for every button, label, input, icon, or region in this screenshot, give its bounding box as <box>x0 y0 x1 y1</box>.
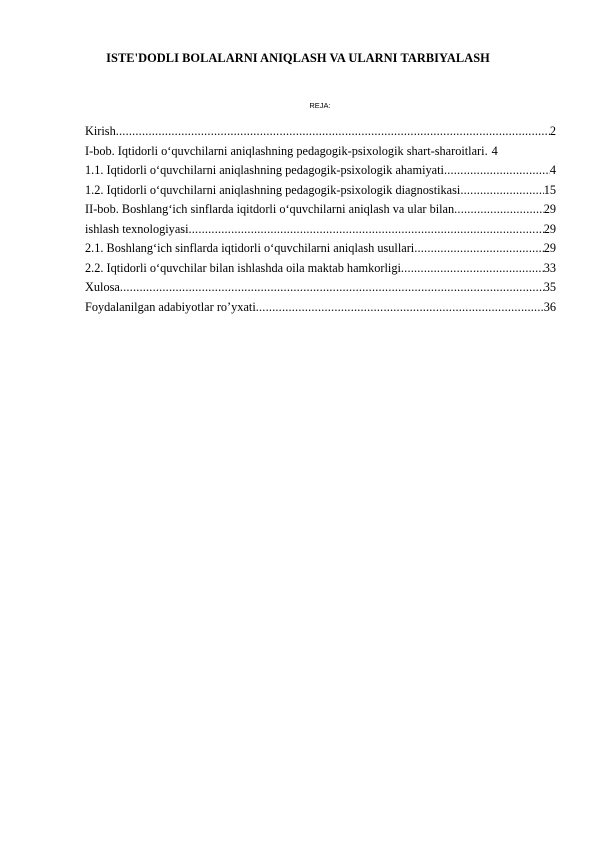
toc-dot-leader <box>120 278 544 298</box>
toc-entry[interactable] <box>85 220 556 240</box>
toc-entry[interactable] <box>85 181 556 201</box>
toc-dot-leader <box>454 200 544 220</box>
toc-entry[interactable] <box>85 239 556 259</box>
document-title: ISTE'DODLI BOLALARNI ANIQLASH VA ULARNI TARBIYALASH <box>106 51 490 65</box>
toc-entry-label: Foydalanilgan adabiyotlar ro’yxati <box>85 299 256 314</box>
toc-dot-leader <box>116 122 550 142</box>
toc-entry[interactable] <box>85 142 556 162</box>
toc-page-number: 29 <box>543 202 556 216</box>
toc-dot-leader <box>189 220 544 240</box>
toc-dot-leader <box>460 181 543 201</box>
toc-entry[interactable] <box>85 259 556 279</box>
toc-entry-label: 1.1. Iqtidorli o‘quvchilarni aniqlashning pedagogik-psixologik ahamiyati <box>85 163 444 177</box>
toc-entry[interactable] <box>85 278 556 298</box>
toc-entry-label: II-bob. Boshlang‘ich sinflarda iqitdorli o‘quvchilarni aniqlash va ular bilan <box>85 202 455 216</box>
toc-page-number: 4 <box>491 143 498 158</box>
toc-entry[interactable] <box>85 298 556 318</box>
toc-page-number: 15 <box>543 182 556 197</box>
toc-dot-leader <box>401 259 544 279</box>
toc-entry[interactable] <box>85 161 556 181</box>
toc-page-number: 33 <box>543 260 556 275</box>
toc-entry-label: Kirish <box>85 124 116 138</box>
toc-entry-label: 2.2. Iqtidorli o‘quvchilar bilan ishlashda oila maktab hamkorligi <box>85 260 401 275</box>
toc-page-number: 36 <box>543 299 556 314</box>
toc-entry-label: ishlash texnologiyasi <box>85 221 189 236</box>
toc-entry-label: Xulosa <box>85 280 120 294</box>
table-of-contents <box>85 122 556 317</box>
plan-heading: REJA: <box>309 101 331 110</box>
toc-dot-leader <box>444 161 550 181</box>
toc-page-number: 2 <box>549 124 556 138</box>
toc-entry-label: 2.1. Boshlang‘ich sinflarda iqtidorli o‘quvchilarni aniqlash usullari <box>85 241 415 255</box>
toc-dot-leader <box>414 239 543 259</box>
toc-page-number: 29 <box>543 241 556 255</box>
toc-page-number: 29 <box>543 221 556 236</box>
toc-dot-leader <box>256 298 544 318</box>
toc-page-number: 4 <box>549 163 556 177</box>
toc-entry[interactable] <box>85 200 556 220</box>
toc-entry-label: 1.2. Iqtidorli o‘quvchilarni aniqlashning pedagogik-psixologik diagnostikasi <box>85 182 461 197</box>
toc-entry-label: I-bob. Iqtidorli o‘quvchilarni aniqlashning pedagogik-psixologik shart-sharoitlari. <box>85 143 488 158</box>
toc-page-number: 35 <box>543 280 556 294</box>
toc-entry[interactable] <box>85 122 556 142</box>
